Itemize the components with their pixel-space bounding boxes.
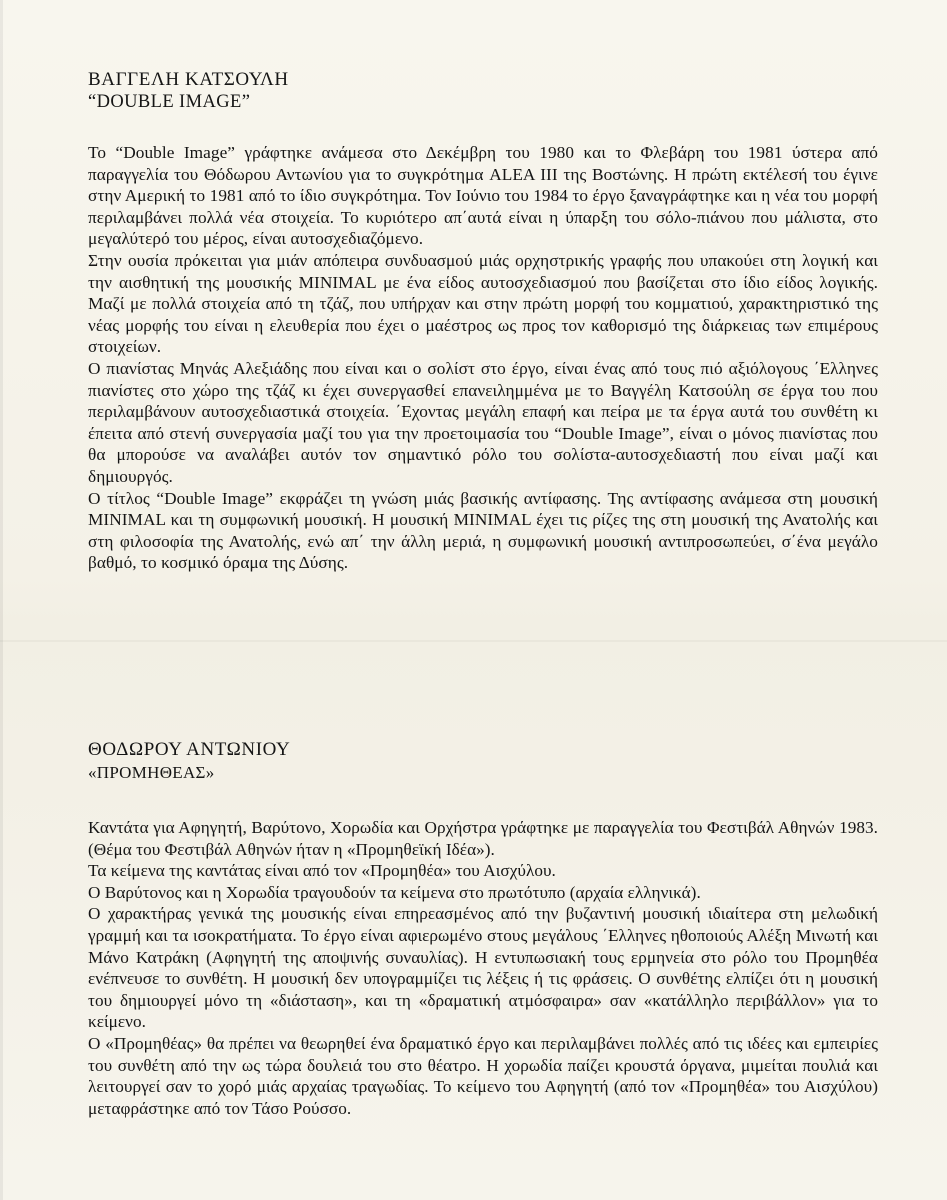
paragraph: Ο πιανίστας Μηνάς Αλεξιάδης που είναι και ο σολίστ στο έργο, είναι ένας από τους πιό αξιόλογους ΄Ελληνες πιανίστες στο χώρο της τζάζ κι έχει συνεργασθεί επανειλημμένα με το Βαγγέλη Κατσούλη σε έργα του που περιλαμβάνουν αυτοσχεδιαστικά στοιχεία. ΄Εχοντας μεγάλη επαφή και πείρα με τα έργα αυτά του συνθέτη κι έπειτα από στενή συνεργασία μαζί του για την προετοιμασία του “Double Image”, είναι ο μόνος πιανίστας που θα μπορούσε να αναλάβει αυτόν τον σημαντικό ρόλο του σολίστα-αυτοσχεδιαστή που είναι μαζί και δημιουργός. <box>88 358 878 486</box>
section-katsoulis <box>88 68 878 574</box>
paragraph: Το “Double Image” γράφτηκε ανάμεσα στο Δεκέμβρη του 1980 και το Φλεβάρη του 1981 ύστερα από παραγγελία του Θόδωρου Αντωνίου για το συγκρότημα ALEA III της Βοστώνης. Η πρώτη εκτέλεσή του έγινε στην Αμερική το 1981 από το ίδιο συγκρότημα. Τον Ιούνιο του 1984 το έργο ξαναγράφτηκε και η νέα του μορφή περιλαμβάνει πολλά νέα στοιχεία. Το κυριότερο απ΄αυτά είναι η ύπαρξη του σόλο-πιάνου που μάλιστα, στο μεγαλύτερό του μέρος, είναι αυτοσχεδιαζόμενο. <box>88 143 878 249</box>
section-body <box>88 142 878 574</box>
author-heading: ΒΑΓΓΕΛΗ ΚΑΤΣΟΥΛΗ <box>88 69 289 90</box>
paragraph: Στην ουσία πρόκειται για μιάν απόπειρα συνδυασμού μιάς ορχηστρικής γραφής που υπακούει στη λογική και την αισθητική της μουσικής MINIMAL με ένα είδος αυτοσχεδιασμού που βασίζεται στο ίδιο είδος λογικής. Μαζί με πολλά στοιχεία από τη τζάζ, που υπήρχαν και στην πρώτη μορφή του κομματιού, χαρακτηριστικό της νέας μορφής του είναι η ελευθερία που έχει ο μαέστρος ως προς τον καθορισμό της διάρκειας των επιμέρους στοιχείων. <box>88 250 878 357</box>
work-title: “DOUBLE IMAGE” <box>88 92 251 112</box>
paragraph: Ο «Προμηθέας» θα πρέπει να θεωρηθεί ένα δραματικό έργο και περιλαμβάνει πολλές από τις ιδέες και εμπειρίες του συνθέτη από την ως τώρα δουλειά του στο θέατρο. Η χορωδία παίζει κρουστά όργανα, μιμείται πουλιά και λειτουργεί σαν το χορό μιάς αρχαίας τραγωδίας. Το κείμενο του Αφηγητή (από τον «Προμηθέα» του Αισχύλου) μεταφράστηκε από τον Τάσο Ρούσσο. <box>88 1033 878 1118</box>
paragraph: Ο χαρακτήρας γενικά της μουσικής είναι επηρεασμένος από την βυζαντινή μουσική ιδιαίτερα στη μελωδική γραμμή και τα ισοκρατήματα. Το έργο είναι αφιερωμένο στους μεγάλους ΄Ελληνες ηθοποιούς Αλέξη Μινωτή και Μάνο Κατράκη (Αφηγητή της αποψινής συναυλίας). Η εντυπωσιακή τους ερμηνεία στο ρόλο του Προμηθέα ενέπνευσε το συνθέτη. Η μουσική δεν υπογραμμίζει τις λέξεις ή τις φράσεις. Ο συνθέτης ελπίζει ότι η μουσική του δημιουργεί μόνο τη «διάσταση», και τη «δραματική ατμόσφαιρα» σαν «κατάλληλο περιβάλλον» για το κείμενο. <box>88 904 878 1032</box>
paragraph: Ο τίτλος “Double Image” εκφράζει τη γνώση μιάς βασικής αντίφασης. Της αντίφασης ανάμεσα στη μουσική MINIMAL και τη συμφωνική μουσική. Η μουσική MINIMAL έχει τις ρίζες της στη μουσική της Ανατολής και στη φιλοσοφία της Ανατολής, ενώ απ΄ την άλλη μεριά, η συμφωνική μουσική αντιπροσωπεύει, σ΄ένα μεγάλο βαθμό, το κοσμικό όραμα της Δύσης. <box>88 488 878 573</box>
paragraph: Καντάτα για Αφηγητή, Βαρύτονο, Χορωδία και Ορχήστρα γράφτηκε με παραγγελία του Φεστιβάλ Αθηνών 1983. (Θέμα του Φεστιβάλ Αθηνών ήταν η «Προμηθεϊκή Ιδέα»). <box>88 818 878 859</box>
page-edge-shadow <box>0 0 3 1200</box>
paragraph: Τα κείμενα της καντάτας είναι από τον «Προμηθέα» του Αισχύλου. <box>88 861 556 881</box>
page-fold <box>0 640 947 642</box>
section-body <box>88 817 878 1119</box>
paragraph: Ο Βαρύτονος και η Χορωδία τραγουδούν τα κείμενα στο πρωτότυπο (αρχαία ελληνικά). <box>88 882 701 902</box>
author-heading: ΘΟΔΩΡΟΥ ΑΝΤΩΝΙΟΥ <box>88 739 291 760</box>
work-title: «ΠΡΟΜΗΘΕΑΣ» <box>88 763 215 782</box>
section-antoniou <box>88 738 878 1119</box>
